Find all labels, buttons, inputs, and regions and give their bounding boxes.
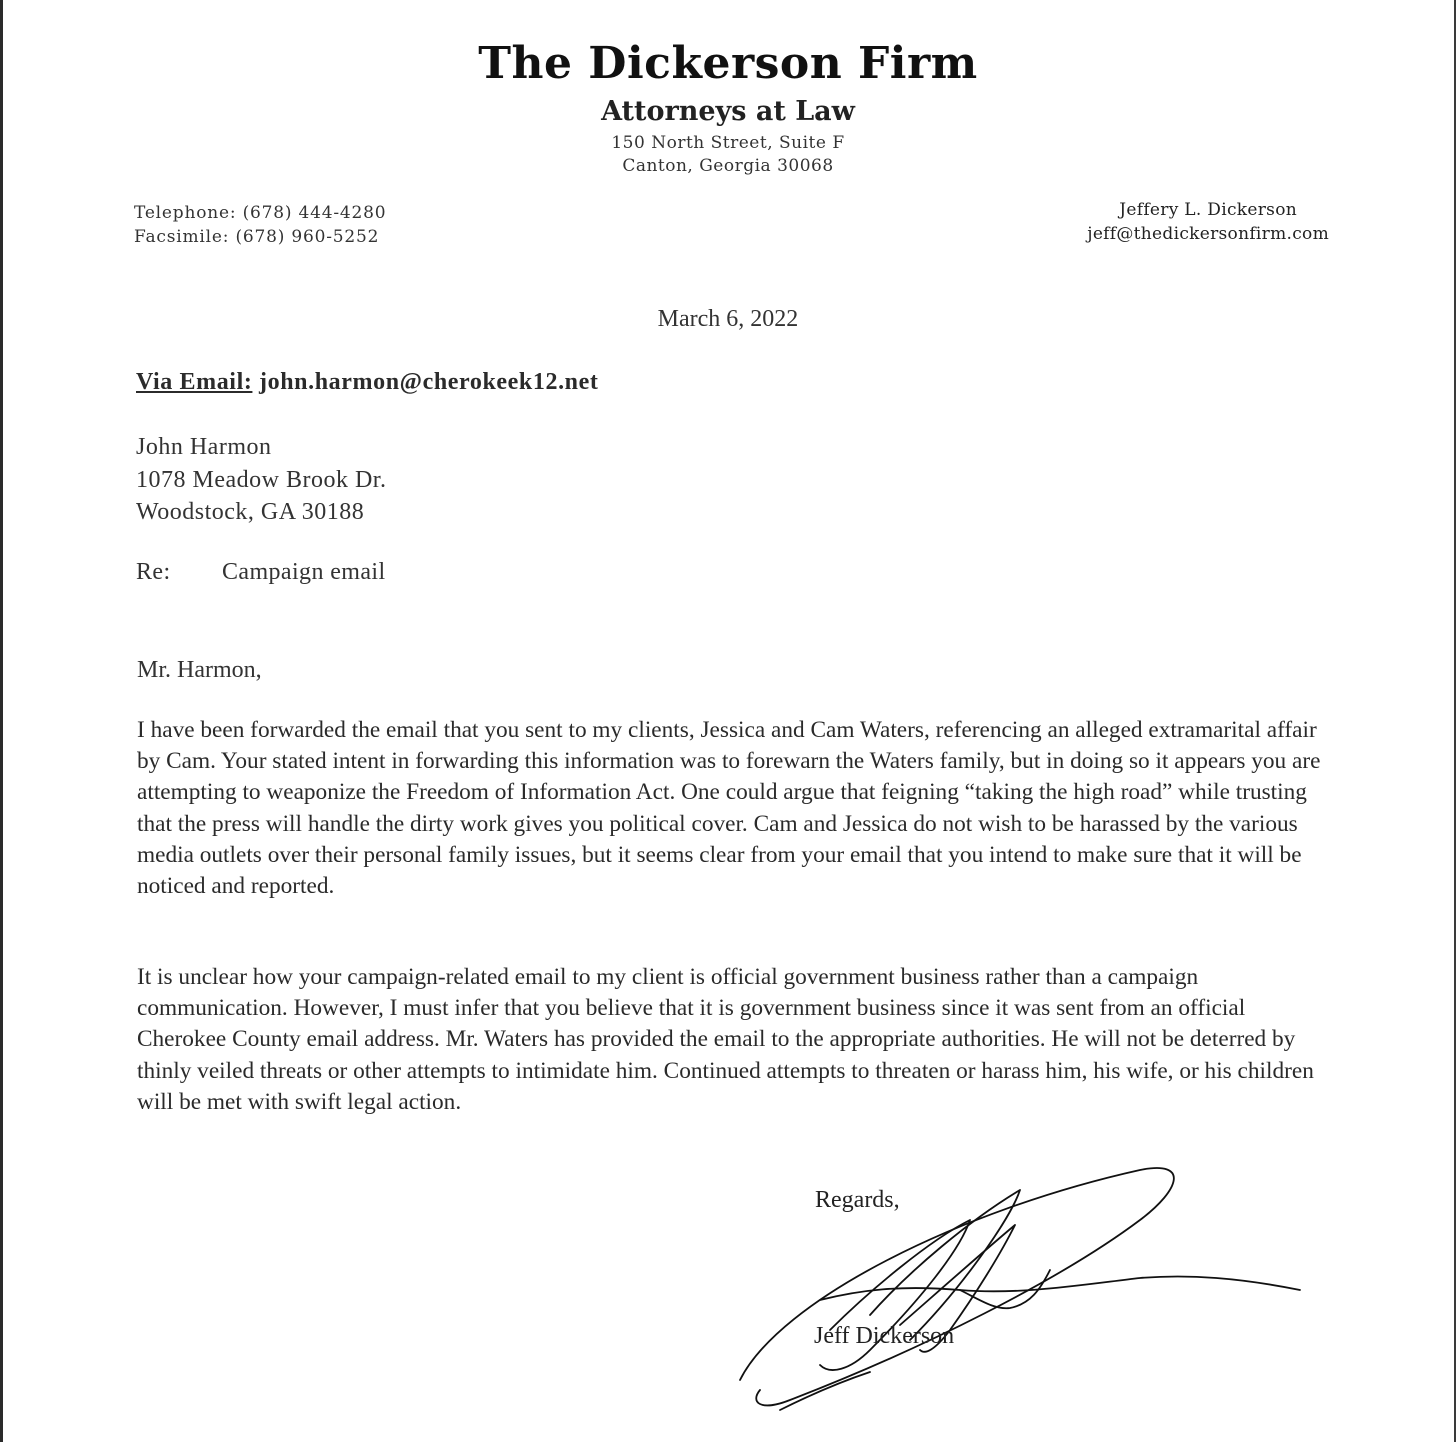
firm-subtitle: Attorneys at Law	[601, 96, 855, 127]
subject-line	[136, 559, 386, 586]
recipient-name: John Harmon	[136, 434, 272, 460]
body-paragraph-1: I have been forwarded the email that you sent to my clients, Jessica and Cam Waters, referencing an alleged extramarital affair by Cam. Your stated intent in forwarding this information was to forewarn the Waters family, but in doing so it appears you are attempting to weaponize the Freedom of Information Act. One could argue that feigning “taking the high road” while trusting that the press will handle the dirty work gives you political cover. Cam and Jessica do not wish to be harassed by the various media outlets over their personal family issues, but it seems clear from your email that you intend to make sure that it will be noticed and reported.	[137, 717, 1321, 900]
delivery-line	[136, 369, 598, 396]
facsimile: Facsimile: (678) 960-5252	[134, 227, 380, 247]
subject-text: Campaign email	[222, 559, 386, 585]
attorney-name: Jeffery L. Dickerson	[1119, 200, 1297, 220]
recipient-address	[136, 431, 386, 529]
recipient-city: Woodstock, GA 30188	[136, 499, 365, 525]
firm-phone-block	[134, 201, 386, 249]
firm-address-line1: 150 North Street, Suite F	[611, 133, 845, 153]
attorney-email: jeff@thedickersonfirm.com	[1087, 224, 1329, 244]
signer-name: Jeff Dickerson	[814, 1323, 955, 1349]
page-edge-left	[0, 0, 3, 1442]
signature-scribble	[720, 1150, 1340, 1420]
delivery-label: Via Email:	[136, 369, 253, 395]
body-paragraph-2: It is unclear how your campaign-related email to my client is official government business rather than a campaign communication. However, I must infer that you believe that it is government business since it was sent from an official Cherokee County email address. Mr. Waters has provided the email to the appropriate authorities. He will not be deterred by thinly veiled threats or other attempts to intimidate him. Continued attempts to threaten or harass him, his wife, or his children will be met with swift legal action.	[137, 964, 1314, 1115]
firm-name: The Dickerson Firm	[478, 38, 978, 89]
firm-address	[0, 132, 1456, 178]
telephone: Telephone: (678) 444-4280	[134, 203, 387, 223]
recipient-street: 1078 Meadow Brook Dr.	[136, 466, 387, 493]
letter-date: March 6, 2022	[657, 306, 799, 332]
subject-label: Re:	[136, 559, 171, 585]
delivery-address: john.harmon@cherokeek12.net	[259, 369, 599, 395]
firm-address-line2: Canton, Georgia 30068	[622, 156, 834, 176]
closing: Regards,	[815, 1187, 900, 1213]
attorney-block	[1087, 198, 1329, 246]
salutation: Mr. Harmon,	[137, 657, 262, 683]
